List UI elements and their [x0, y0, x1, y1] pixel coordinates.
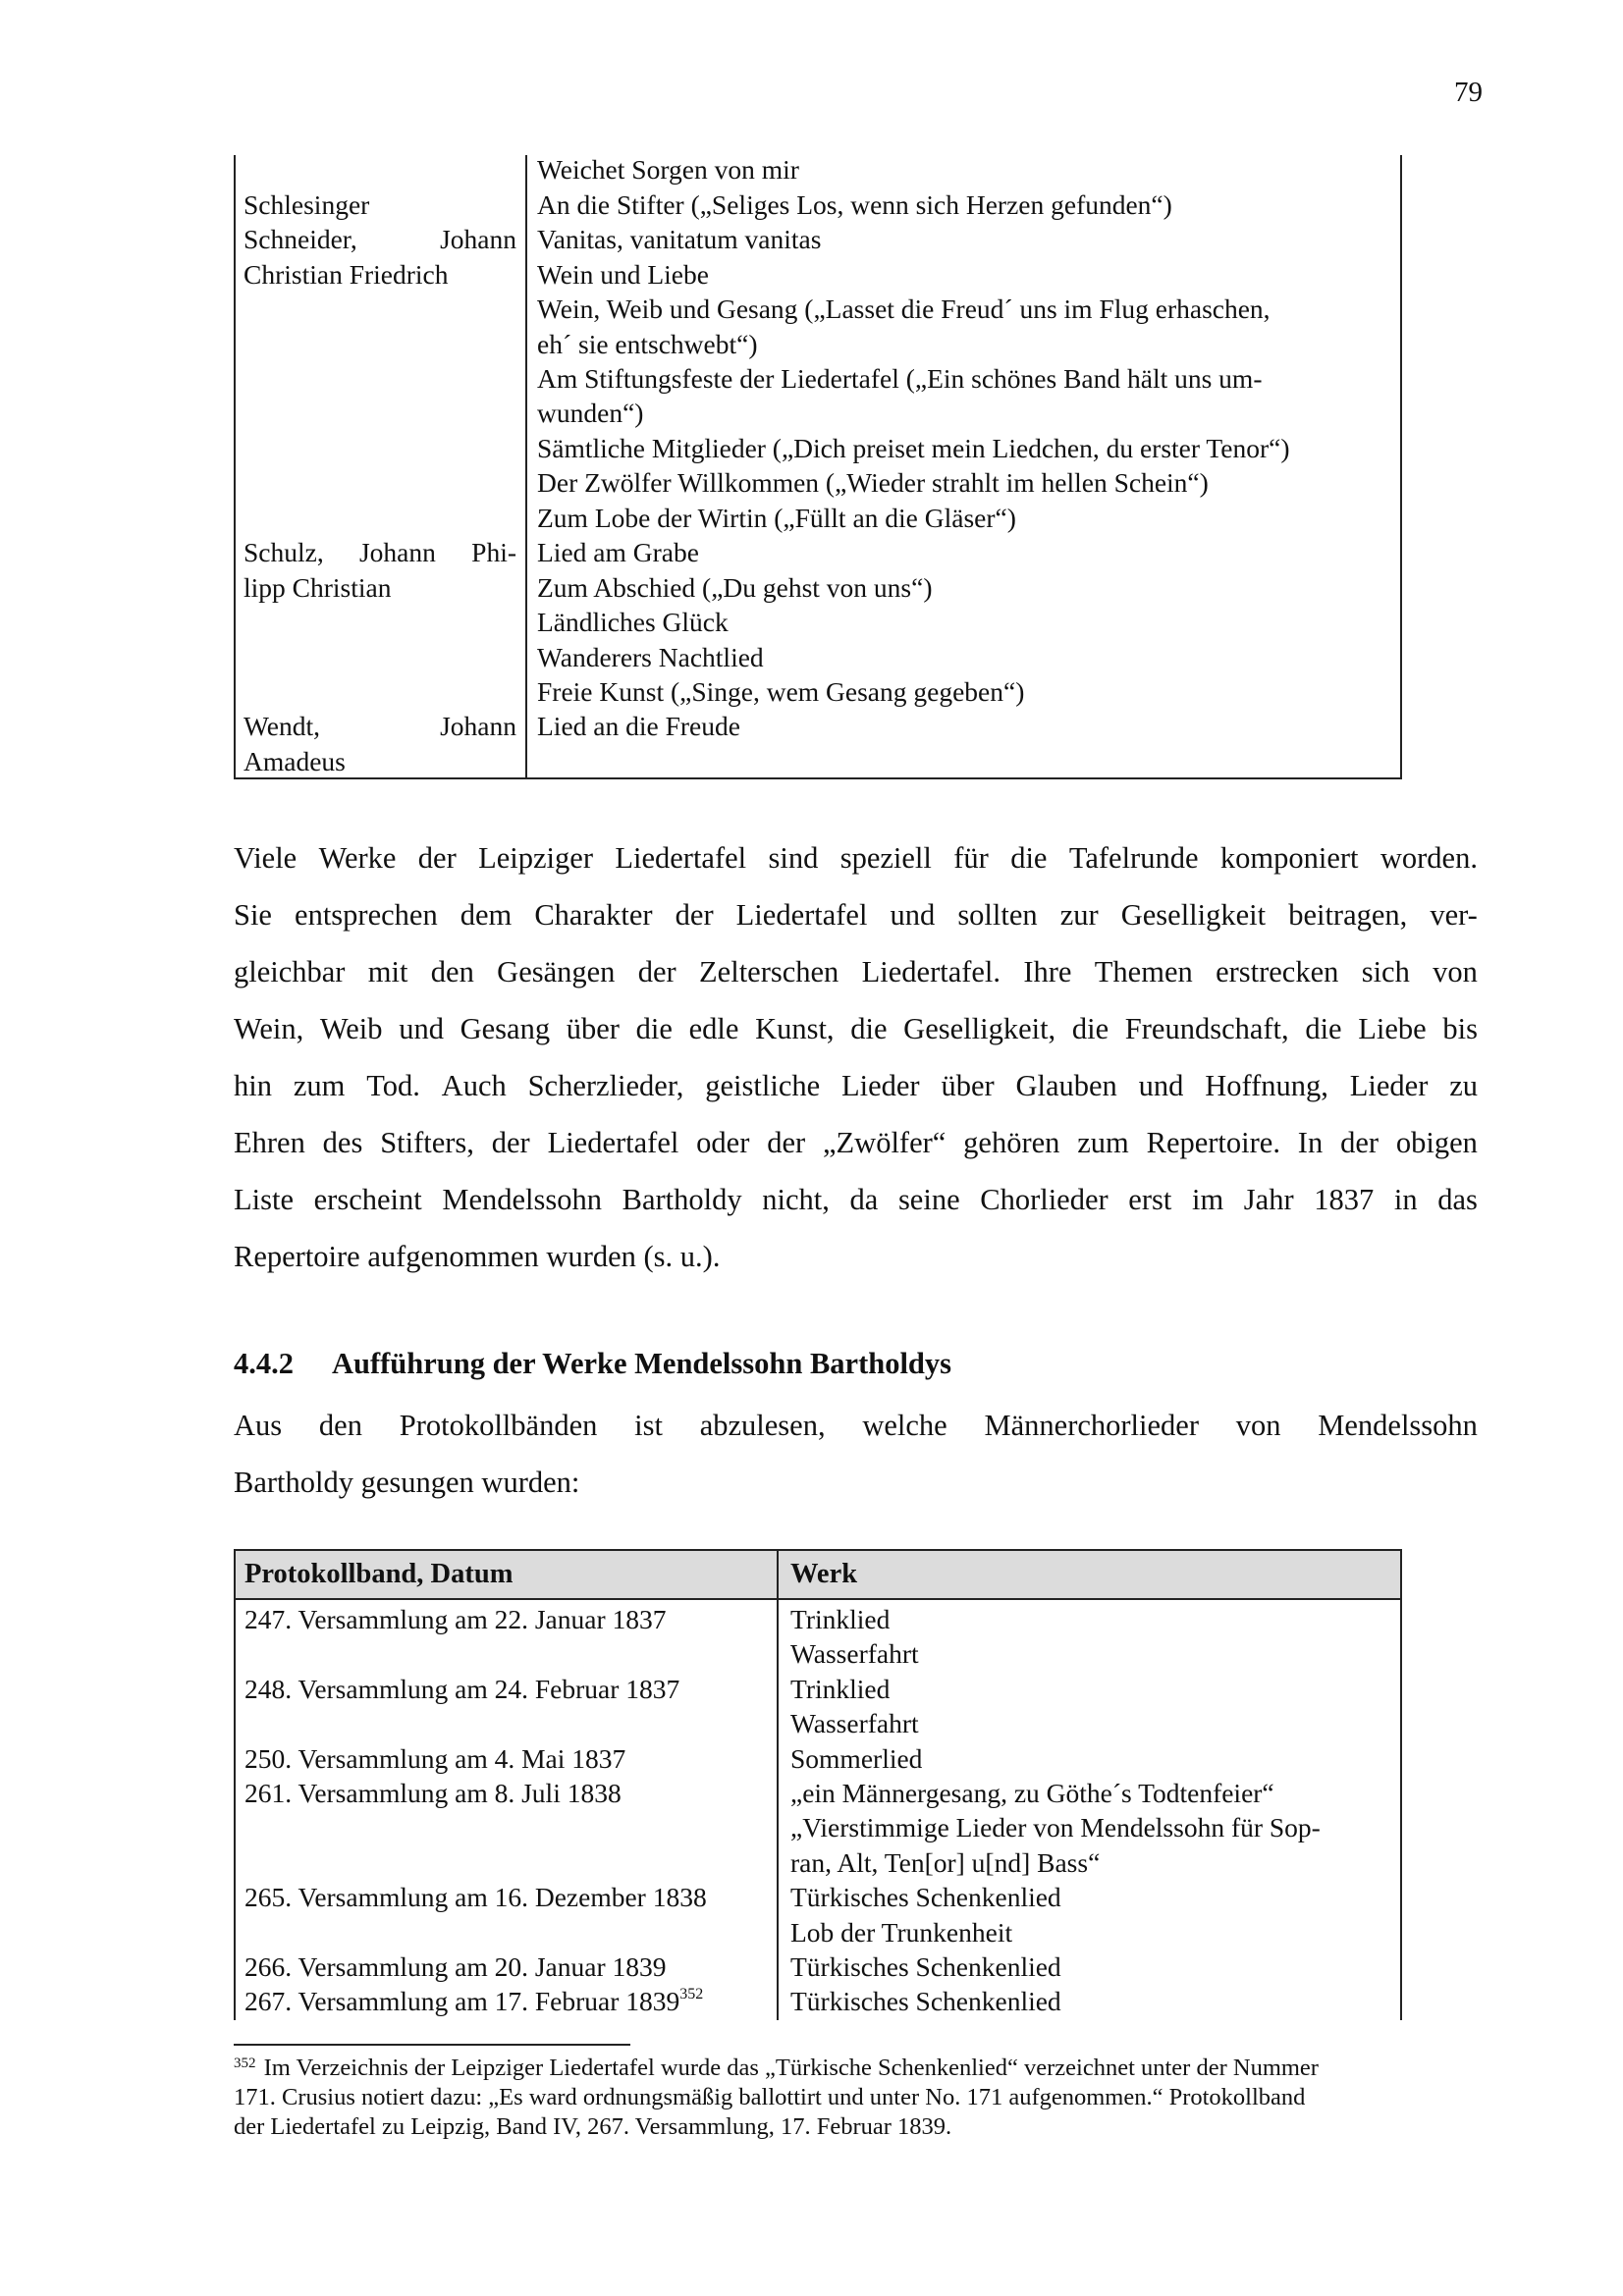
work-title: Wasserfahrt: [790, 1638, 919, 1669]
session-date: 265. Versammlung am 16. Dezember 1838: [244, 1882, 707, 1912]
work-title-line: wunden“): [537, 398, 644, 428]
composer-name-line: Schulz, Johann Phi-: [243, 537, 516, 567]
paragraph-line: Ehren des Stifters, der Liedertafel oder der „Zwölfer“ gehören zum Repertoire. In der obigen: [234, 1126, 1478, 1159]
work-title-line: Zum Abschied („Du gehst von uns“): [537, 572, 933, 603]
composer-name-line: Schlesinger: [243, 189, 370, 220]
header-cell: Protokollband, Datum: [244, 1559, 514, 1589]
section-heading: [234, 1347, 951, 1381]
paragraph-line: hin zum Tod. Auch Scherzlieder, geistliche Lieder über Glauben und Hoffnung, Lieder zu: [234, 1069, 1478, 1102]
paragraph-line: Bartholdy gesungen wurden:: [234, 1466, 580, 1499]
work-title-line: Lied am Grabe: [537, 537, 699, 567]
footnote-reference: 352: [679, 1986, 704, 2002]
paragraph-line: Wein, Weib und Gesang über die edle Kunst, die Geselligkeit, die Freundschaft, die Liebe bis: [234, 1012, 1478, 1045]
work-title: „ein Männergesang, zu Göthe´s Todtenfeier“: [790, 1778, 1274, 1808]
work-title-line: Am Stiftungsfeste der Liedertafel („Ein schönes Band hält uns um-: [537, 363, 1263, 394]
footnote-line: $^{352}$ Im Verzeichnis der Leipziger Liedertafel wurde das „Türkische Schenkenlied“ verzeichnet unter der Nummer: [234, 2055, 1319, 2081]
session-date: 250. Versammlung am 4. Mai 1837: [244, 1743, 626, 1774]
work-title: Lob der Trunkenheit: [790, 1917, 1013, 1948]
work-title-line: Vanitas, vanitatum vanitas: [537, 224, 822, 254]
footnote-line: der Liedertafel zu Leipzig, Band IV, 267. Versammlung, 17. Februar 1839.: [234, 2113, 952, 2140]
work-title-line: Wein und Liebe: [537, 259, 709, 290]
work-title: Trinklied: [790, 1604, 891, 1634]
work-title: Sommerlied: [790, 1743, 923, 1774]
session-date: 247. Versammlung am 22. Januar 1837: [244, 1604, 667, 1634]
footnote-separator: [234, 2044, 630, 2046]
paragraph: [234, 829, 1478, 1285]
paragraph-line: Sie entsprechen dem Charakter der Liedertafel und sollten zur Geselligkeit beitragen, ver-: [234, 898, 1478, 932]
composer-works-table: [234, 155, 1402, 779]
table-header: [236, 1549, 1400, 1600]
work-title: Trinklied: [790, 1674, 891, 1704]
work-title-line: Zum Lobe der Wirtin („Füllt an die Gläser“): [537, 503, 1016, 533]
work-title-line: Sämtliche Mitglieder („Dich preiset mein Liedchen, du erster Tenor“): [537, 433, 1290, 463]
work-title-line: Wanderers Nachtlied: [537, 642, 764, 672]
work-title-line: Ländliches Glück: [537, 607, 729, 637]
work-title: „Vierstimmige Lieder von Mendelssohn für Sop-: [790, 1812, 1321, 1842]
header-cell: Werk: [790, 1559, 858, 1589]
work-title: Türkisches Schenkenlied: [790, 1986, 1061, 2016]
footnote: [234, 2054, 1481, 2142]
composer-name-line: Amadeus: [243, 746, 346, 776]
section-number: 4.4.2: [234, 1347, 294, 1380]
composer-name-line: lipp Christian: [243, 572, 392, 603]
session-date: 267. Versammlung am 17. Februar 1839$^{352}$: [244, 1986, 704, 2016]
work-title-line: Lied an die Freude: [537, 711, 740, 741]
session-date: 261. Versammlung am 8. Juli 1838: [244, 1778, 622, 1808]
section-title: Aufführung der Werke Mendelssohn Bartholdys: [332, 1347, 951, 1380]
work-title: Türkisches Schenkenlied: [790, 1951, 1061, 1982]
work-title: Türkisches Schenkenlied: [790, 1882, 1061, 1912]
work-title: Wasserfahrt: [790, 1708, 919, 1738]
paragraph-line: Viele Werke der Leipziger Liedertafel sind speziell für die Tafelrunde komponiert worden.: [234, 841, 1478, 875]
work-title-line: Freie Kunst („Singe, wem Gesang gegeben“): [537, 676, 1025, 707]
paragraph-line: Repertoire aufgenommen wurden (s. u.).: [234, 1240, 721, 1273]
footnote-line: 171. Crusius notiert dazu: „Es ward ordnungsmäßig ballottirt und unter No. 171 aufgenommen.“ Protokollband: [234, 2084, 1306, 2110]
paragraph-line: gleichbar mit den Gesängen der Zelterschen Liedertafel. Ihre Themen erstrecken sich von: [234, 955, 1478, 988]
composer-name-line: Wendt, Johann: [243, 711, 516, 741]
session-date: 248. Versammlung am 24. Februar 1837: [244, 1674, 680, 1704]
footnote-number: 352: [234, 2056, 256, 2071]
session-date: 266. Versammlung am 20. Januar 1839: [244, 1951, 667, 1982]
page-number: 79: [1454, 77, 1483, 108]
column-divider: [777, 1549, 779, 2020]
composer-name-line: Schneider, Johann: [243, 224, 516, 254]
performance-table: [234, 1549, 1402, 2020]
work-title-line: Der Zwölfer Willkommen („Wieder strahlt im hellen Schein“): [537, 467, 1209, 498]
paragraph-line: Liste erscheint Mendelssohn Bartholdy nicht, da seine Chorlieder erst im Jahr 1837 in das: [234, 1183, 1478, 1216]
work-title-line: Weichet Sorgen von mir: [537, 154, 799, 185]
work-title-line: Wein, Weib und Gesang („Lasset die Freud´ uns im Flug erhaschen,: [537, 294, 1271, 324]
work-title: ran, Alt, Ten[or] u[nd] Bass“: [790, 1847, 1101, 1878]
paragraph: [234, 1397, 1478, 1511]
composer-name-line: Christian Friedrich: [243, 259, 449, 290]
column-divider: [525, 155, 527, 777]
work-title-line: eh´ sie entschwebt“): [537, 329, 758, 359]
paragraph-line: Aus den Protokollbänden ist abzulesen, welche Männerchorlieder von Mendelssohn: [234, 1409, 1478, 1442]
work-title-line: An die Stifter („Seliges Los, wenn sich Herzen gefunden“): [537, 189, 1172, 220]
